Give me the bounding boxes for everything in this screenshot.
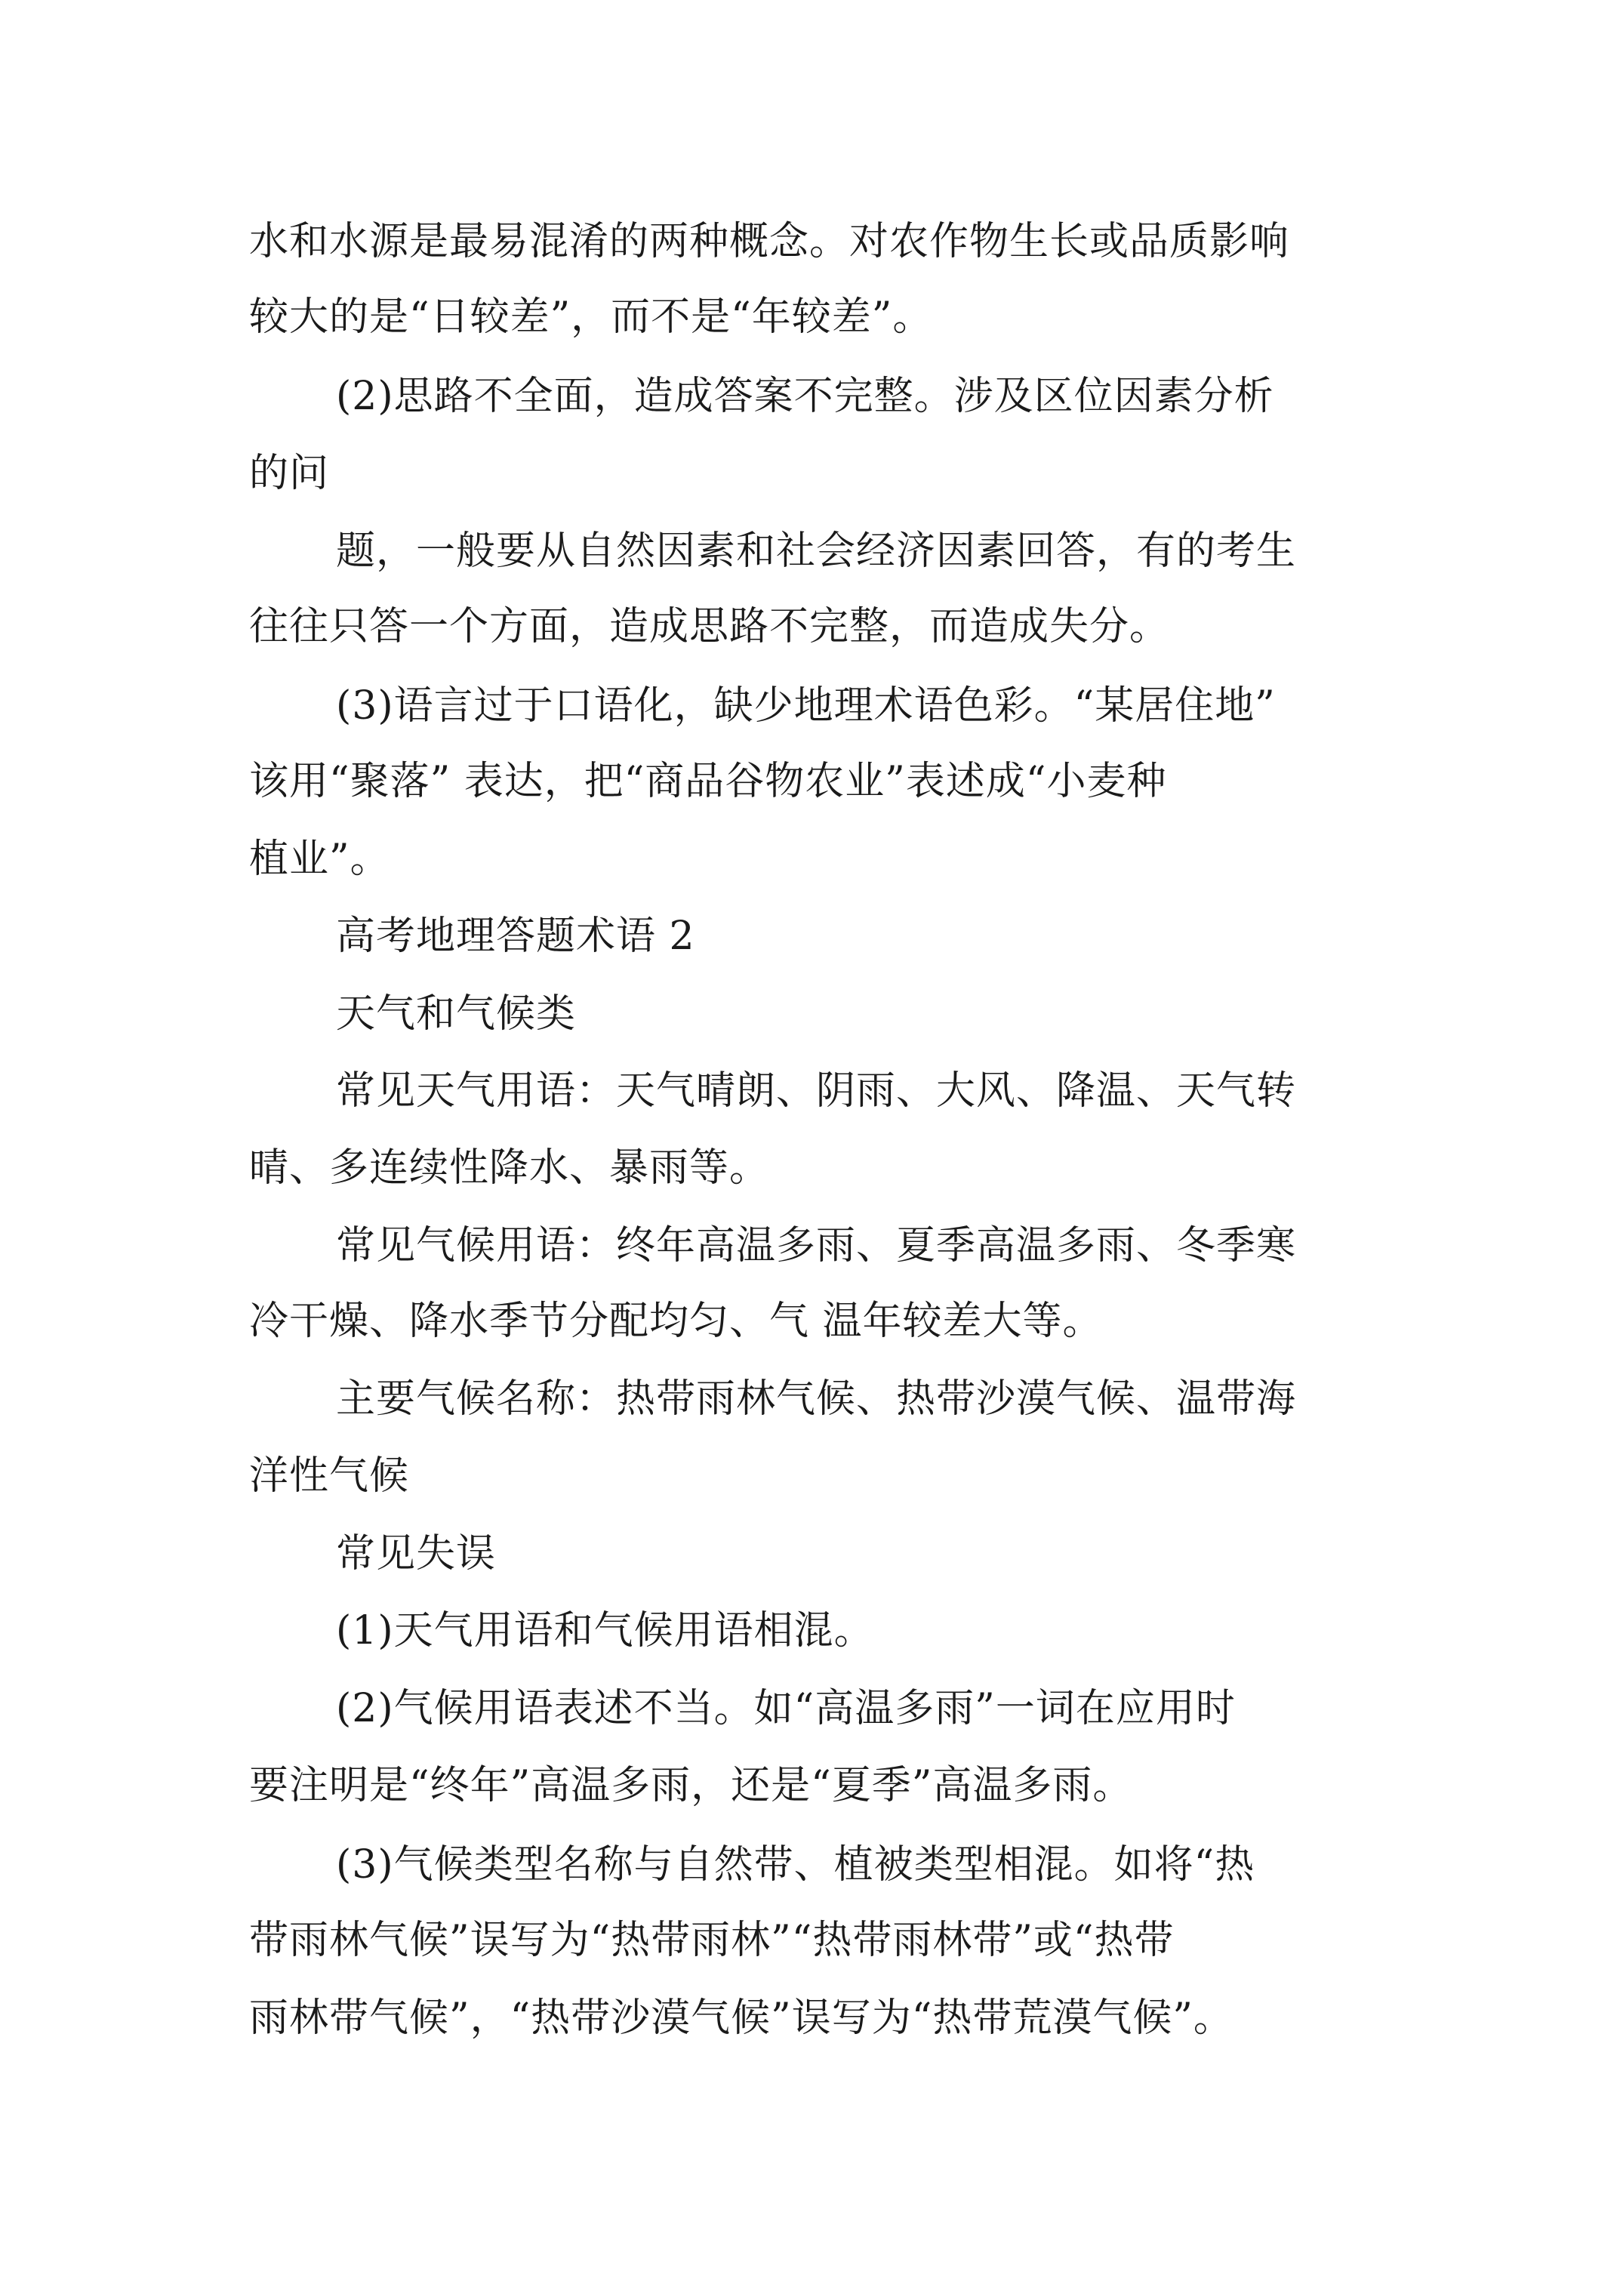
paragraph-line: 植业”。 — [249, 837, 390, 882]
paragraph-line: 常见天气用语：天气晴朗、阴雨、大风、降温、天气转 — [336, 1068, 1297, 1114]
paragraph-line: (3)气候类型名称与自然带、植被类型相混。如将“热 — [336, 1842, 1255, 1888]
paragraph-line: 该用“聚落” 表达，把“商品谷物农业”表述成“小麦种 — [249, 759, 1167, 804]
paragraph-line: (1)天气用语和气候用语相混。 — [336, 1608, 874, 1653]
paragraph-line: 常见气候用语：终年高温多雨、夏季高温多雨、冬季寒 — [336, 1223, 1297, 1268]
section-heading: 高考地理答题术语 2 — [336, 914, 695, 959]
paragraph-line: (2)思路不全面，造成答案不完整。涉及区位因素分析 — [336, 374, 1274, 419]
paragraph-line: 的问 — [249, 451, 330, 496]
paragraph-line: 往往只答一个方面，造成思路不完整，而造成失分。 — [249, 604, 1170, 649]
paragraph-line: 题，一般要从自然因素和社会经济因素回答，有的考生 — [336, 529, 1297, 574]
subsection-heading: 天气和气候类 — [336, 991, 577, 1037]
paragraph-line: 要注明是“终年”高温多雨，还是“夏季”高温多雨。 — [249, 1763, 1133, 1808]
paragraph-line: (3)语言过于口语化，缺少地理术语色彩。“某居住地” — [336, 683, 1276, 729]
paragraph-line: 晴、多连续性降水、暴雨等。 — [249, 1145, 770, 1191]
paragraph-line: 较大的是“日较差”，而不是“年较差”。 — [249, 294, 933, 340]
subsection-heading: 常见失误 — [336, 1531, 497, 1576]
paragraph-line: 水和水源是最易混淆的两种概念。对农作物生长或品质影响 — [249, 219, 1290, 264]
paragraph-line: 主要气候名称：热带雨林气候、热带沙漠气候、温带海 — [336, 1376, 1297, 1422]
paragraph-line: 带雨林气候”误写为“热带雨林”“热带雨林带”或“热带 — [249, 1918, 1175, 1963]
paragraph-line: 冷干燥、降水季节分配均匀、气 温年较差大等。 — [249, 1299, 1103, 1344]
paragraph-line: (2)气候用语表述不当。如“高温多雨”一词在应用时 — [336, 1686, 1236, 1731]
paragraph-line: 雨林带气候”，“热带沙漠气候”误写为“热带荒漠气候”。 — [249, 1996, 1233, 2041]
paragraph-line: 洋性气候 — [249, 1453, 410, 1499]
